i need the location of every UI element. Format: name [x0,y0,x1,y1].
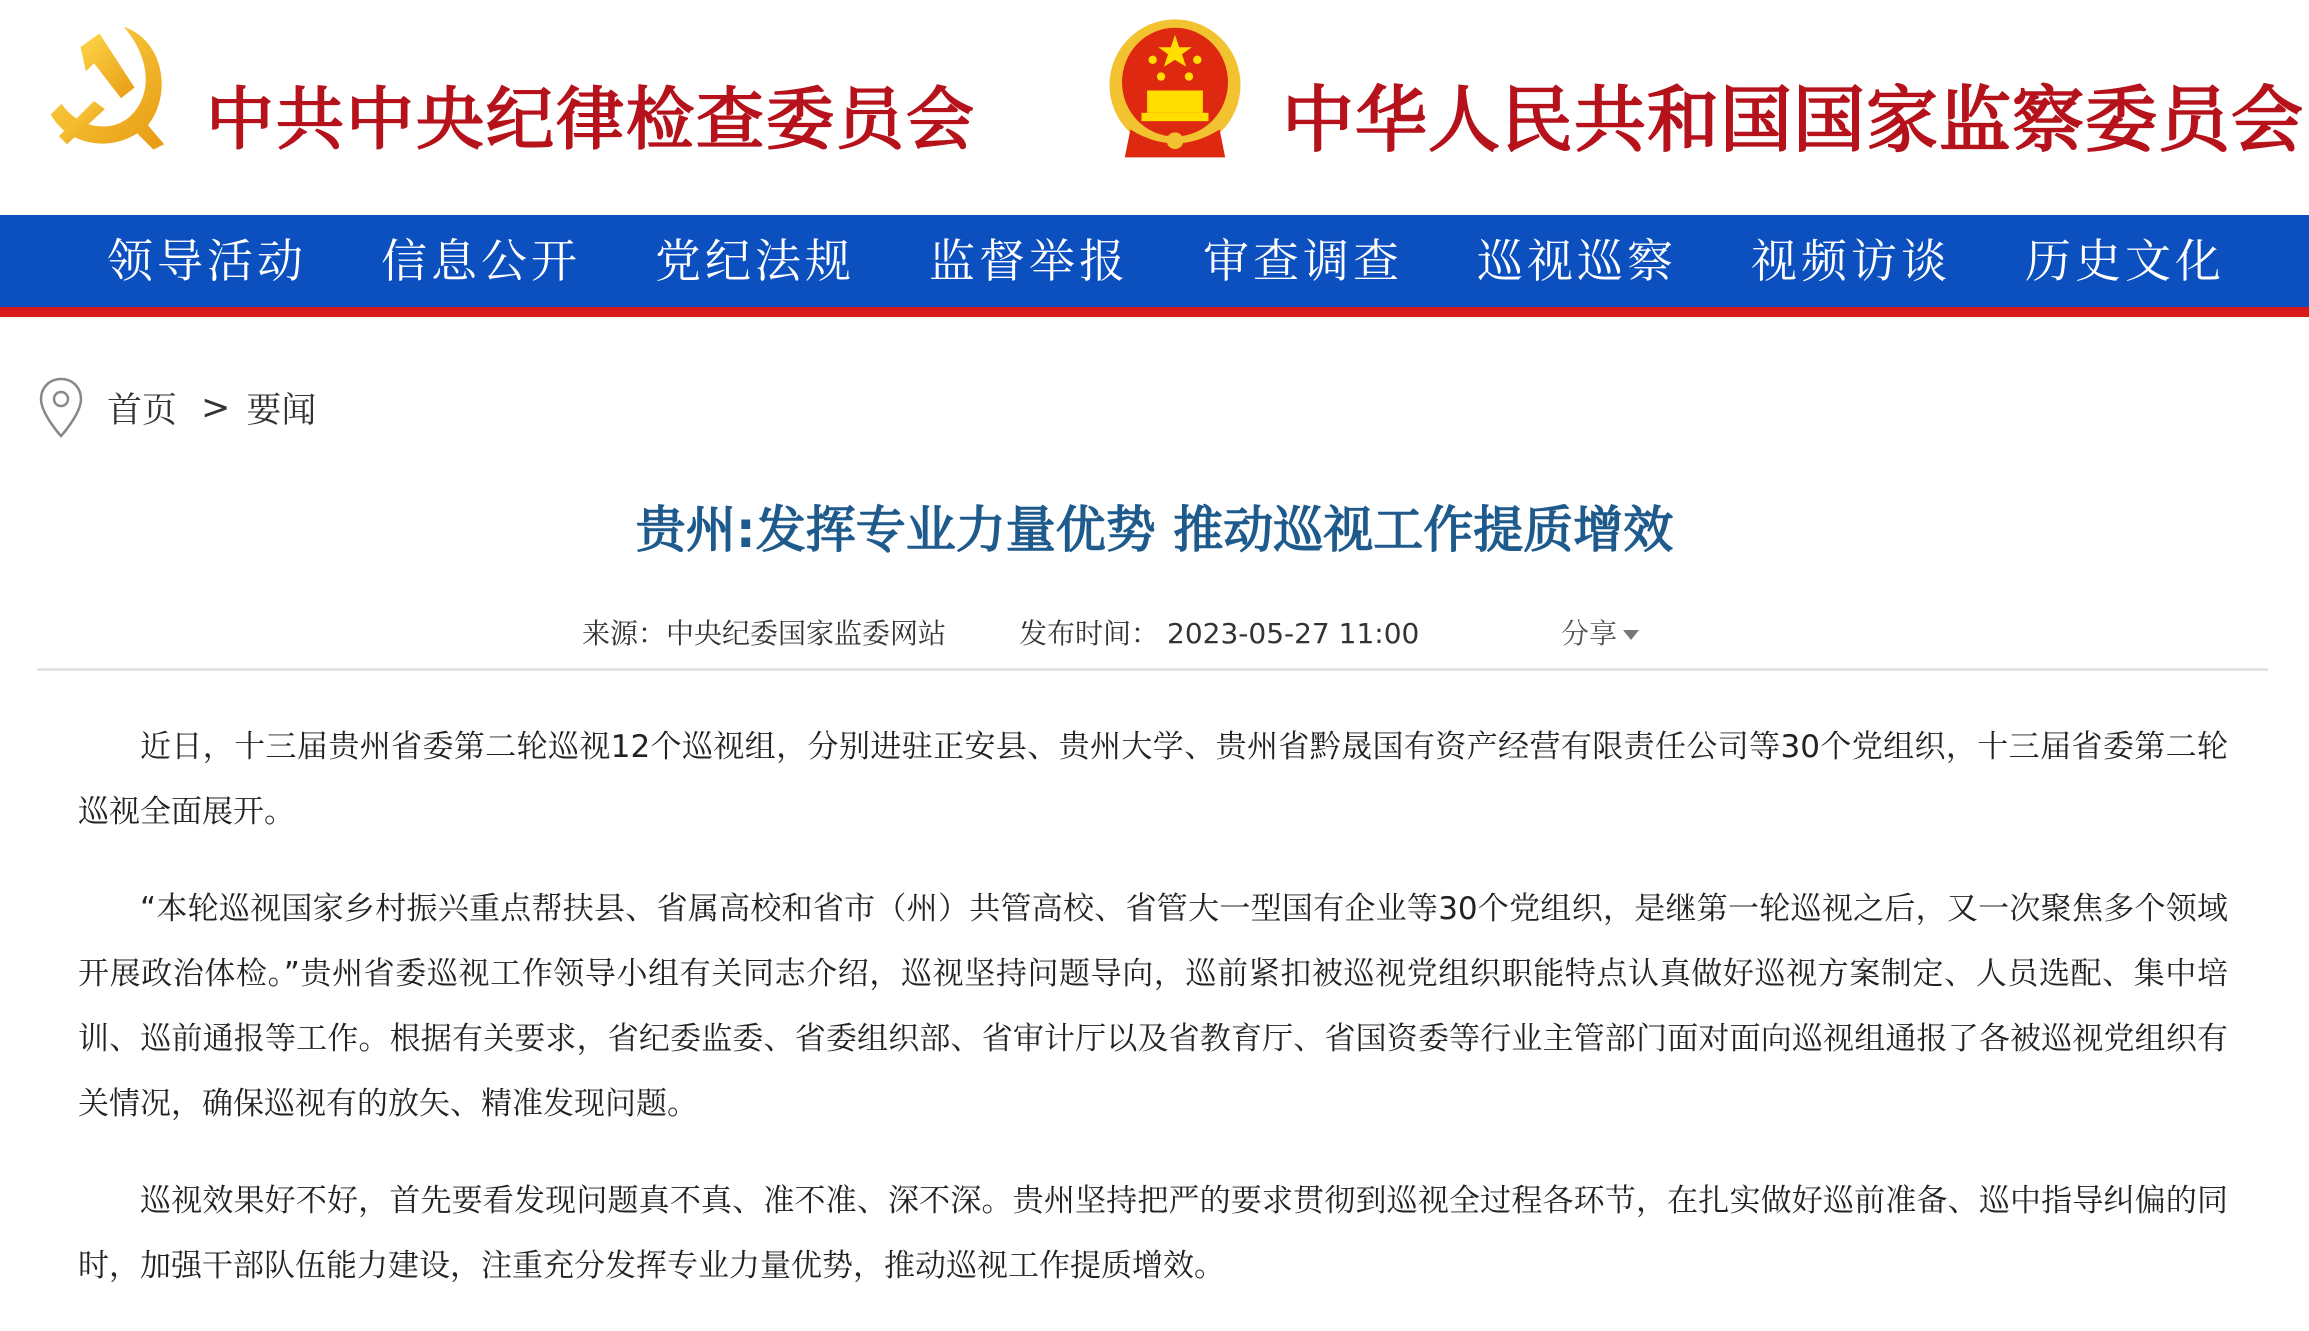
article-paragraph: “本轮巡视国家乡村振兴重点帮扶县、省属高校和省市（州）共管高校、省管大一型国有企业等30个党组织，是继第一轮巡视之后，又一次聚焦多个领域开展政治体检。”贵州省委巡视工作领导小组有关同志介绍，巡视坚持问题导向，巡前紧扣被巡视党组织职能特点认真做好巡视方案制定、人员选配、集中培训、巡前通报等工作。根据有关要求，省纪委监委、省委组织部、省审计厅以及省教育厅、省国资委等行业主管部门面对面向巡视组通报了各被巡视党组织有关情况，确保巡视有的放矢、精准发现问题。 [78,891,2228,1122]
time-value: 2023-05-27 11:00 [1167,617,1420,650]
source-value: 中央纪委国家监委网站 [666,617,947,650]
article-paragraph: 巡视效果好不好，首先要看发现问题真不真、准不准、深不深。贵州坚持把严的要求贯彻到巡视全过程各环节，在扎实做好巡前准备、巡中指导纠偏的同时，加强干部队伍能力建设，注重充分发挥专业力量优势，推动巡视工作提质增效。 [78,1183,2228,1284]
nav-item-supervision-report[interactable]: 监督举报 [929,234,1129,288]
breadcrumb-current[interactable]: 要闻 [246,391,317,431]
article-paragraph: 近日，十三届贵州省委第二轮巡视12个巡视组，分别进驻正安县、贵州大学、贵州省黔晟国有资产经营有限责任公司等30个党组织，十三届省委第二轮巡视全面展开。 [78,729,2228,830]
party-emblem-icon [40,20,175,155]
breadcrumb-separator: > [201,388,231,428]
location-pin-icon [37,376,85,440]
nav-item-info-disclosure[interactable]: 信息公开 [381,234,581,288]
site-header [0,0,2309,215]
time-label: 发布时间： [1019,617,1160,650]
article-source [582,612,946,652]
breadcrumb-home-link[interactable]: 首页 [107,391,178,431]
nav-red-stripe [0,307,2309,317]
nav-item-leadership[interactable]: 领导活动 [107,234,307,288]
breadcrumb [37,376,316,440]
caret-down-icon [1623,630,1639,640]
nav-item-regulations[interactable]: 党纪法规 [655,234,855,288]
article-body [78,715,2228,1331]
nav-item-history-culture[interactable]: 历史文化 [2025,234,2225,288]
nav-item-investigation[interactable]: 审查调查 [1203,234,1403,288]
main-nav [0,215,2309,307]
nav-item-video-interviews[interactable]: 视频访谈 [1751,234,1951,288]
ccdi-title: 中共中央纪律检查委员会 [206,80,977,160]
source-label: 来源： [582,617,667,650]
national-emblem-icon [1105,18,1245,163]
share-dropdown[interactable] [1561,612,1639,652]
share-label: 分享 [1561,617,1618,650]
article-publish-time [1019,612,1419,652]
article-title: 贵州:发挥专业力量优势 推动巡视工作提质增效 [635,501,1674,559]
nav-item-inspection[interactable]: 巡视巡察 [1477,234,1677,288]
nsc-title: 中华人民共和国国家监察委员会 [1282,77,2305,162]
divider [37,668,2268,671]
